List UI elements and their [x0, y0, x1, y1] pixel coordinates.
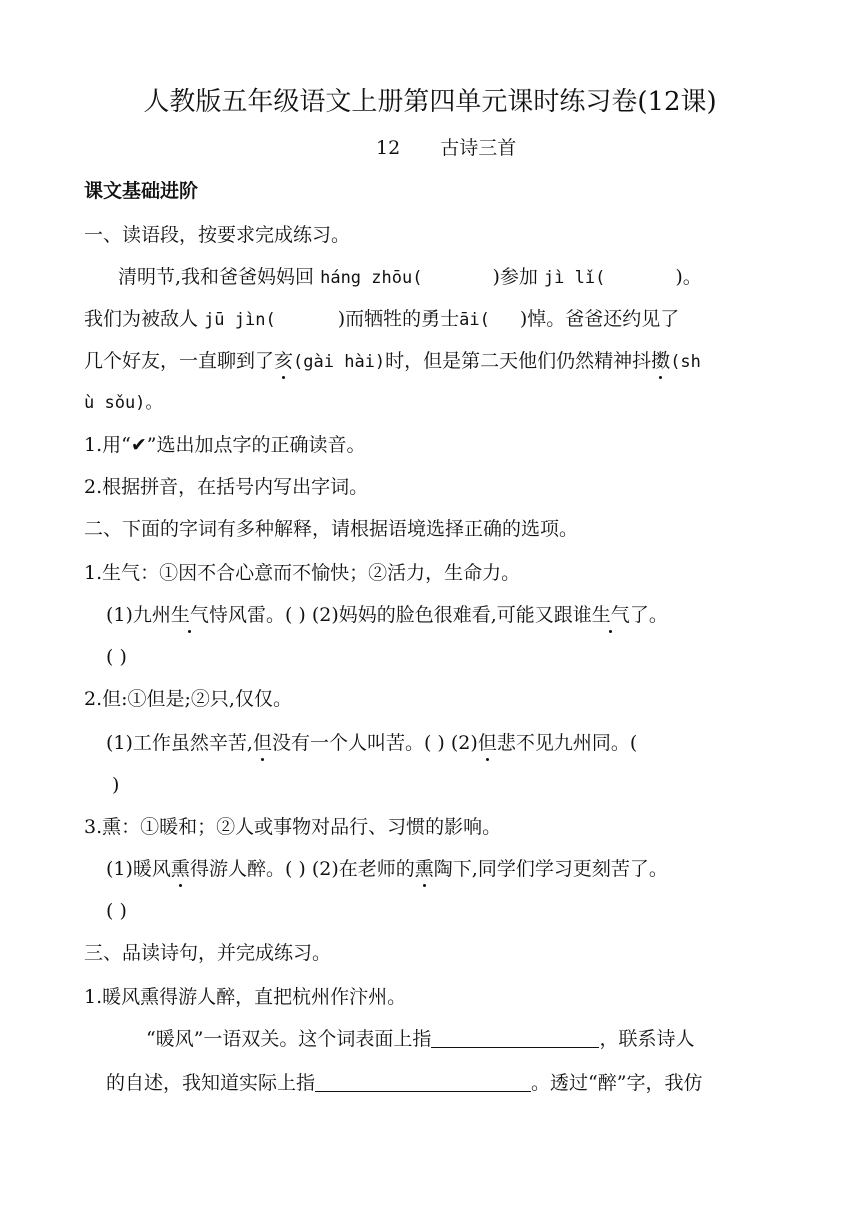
q1-text: 我们为被敌人	[84, 308, 199, 330]
dotted-word: 生气	[170, 604, 209, 626]
q1-pinyin: āi(	[459, 310, 490, 330]
q1-text: 几个好友，一直聊到了	[84, 350, 275, 372]
q3-text: “暖风”一语双关。这个词表面上指	[146, 1028, 432, 1050]
q2-text: 恃风雷。( ) (2)妈妈的脸色很难看,可能又跟谁	[208, 604, 592, 626]
dotted-word: 熏	[170, 858, 190, 880]
q2-item2-definition: 2.但:①但是;②只,仅仅。	[84, 688, 292, 710]
answer-parentheses[interactable]: ( )	[106, 646, 127, 668]
q1-heading: 一、读语段，按要求完成练习。	[84, 224, 351, 246]
q1-pinyin: (gài hài)	[293, 352, 386, 372]
q1-pinyin: jì lǐ(	[543, 268, 606, 288]
q2-text: (1)暖风	[106, 858, 171, 880]
q2-text: (1)工作虽然辛苦,	[106, 732, 253, 754]
q1-pinyin: (sh	[670, 352, 701, 372]
q1-text: 时，但是第二天他们仍然精神抖	[385, 350, 652, 372]
q1-text: )参加	[492, 266, 538, 288]
q1-pinyin: háng zhōu(	[320, 268, 423, 288]
answer-line[interactable]	[315, 1071, 531, 1092]
q2-text: (1)九州	[106, 604, 171, 626]
q1-paragraph-line1	[118, 264, 702, 291]
q2-item3-sentences	[106, 856, 668, 882]
q2-text: 没有一个人叫苦。( ) (2)	[271, 732, 478, 754]
q3-paragraph-line1	[146, 1026, 694, 1052]
q2-text: 得游人醉。( ) (2)在老师的	[189, 858, 415, 880]
lesson-name: 古诗三首	[440, 137, 517, 159]
dotted-char: 擞	[651, 350, 671, 372]
q2-item3-definition: 3.熏：①暖和；②人或事物对品行、习惯的影响。	[84, 816, 502, 838]
q2-heading: 二、下面的字词有多种解释，请根据语境选择正确的选项。	[84, 518, 579, 540]
q1-task2: 2.根据拼音，在括号内写出字词。	[84, 476, 369, 498]
dotted-word: 熏	[414, 858, 434, 880]
dotted-word: 但	[252, 732, 272, 754]
q2-item2-sentences	[106, 730, 637, 756]
q1-pinyin: jū jìn(	[204, 310, 276, 330]
dotted-char: 亥	[274, 350, 294, 372]
q3-text: 。透过“醉”字，我仿	[531, 1072, 703, 1094]
q1-paragraph-line3	[84, 348, 701, 375]
q3-text: 的自述，我知道实际上指	[106, 1072, 316, 1094]
q1-paragraph-line2	[84, 306, 679, 333]
q1-task1	[84, 432, 365, 458]
answer-parentheses[interactable]: )	[112, 774, 120, 796]
q1-text: )悼。爸爸还约见了	[519, 308, 680, 330]
q1-text: )。	[675, 266, 702, 288]
worksheet-title: 人教版五年级语文上册第四单元课时练习卷(12课)	[143, 87, 717, 117]
q2-text: 了。	[629, 604, 668, 626]
q3-item1: 1.暖风熏得游人醉，直把杭州作汴州。	[84, 986, 407, 1008]
lesson-number: 12	[376, 137, 401, 159]
answer-line[interactable]	[431, 1027, 599, 1048]
q1-text: ”选出加点字的正确读音。	[146, 434, 366, 456]
q1-paragraph-line4: ù sǒu)。	[84, 393, 163, 413]
lesson-subtitle	[376, 135, 516, 161]
q1-text: )而牺牲的勇士	[337, 308, 460, 330]
q3-text: ，联系诗人	[599, 1028, 695, 1050]
q2-item1-definition: 1.生气：①因不合心意而不愉快；②活力，生命力。	[84, 562, 521, 584]
check-icon: ✔	[130, 434, 147, 456]
q2-text: 悲不见九州同。(	[496, 732, 638, 754]
answer-parentheses[interactable]: ( )	[106, 900, 127, 922]
q2-item1-sentences	[106, 602, 668, 628]
q1-text: 1.用“	[84, 434, 131, 456]
q3-heading: 三、品读诗句，并完成练习。	[84, 942, 332, 964]
section-heading: 课文基础进阶	[84, 180, 199, 202]
dotted-word: 生气	[591, 604, 630, 626]
q3-paragraph-line2	[106, 1070, 702, 1096]
q1-text: 清明节,我和爸爸妈妈回	[118, 266, 315, 288]
dotted-word: 但	[477, 732, 497, 754]
q2-text: 陶下,同学们学习更刻苦了。	[433, 858, 668, 880]
